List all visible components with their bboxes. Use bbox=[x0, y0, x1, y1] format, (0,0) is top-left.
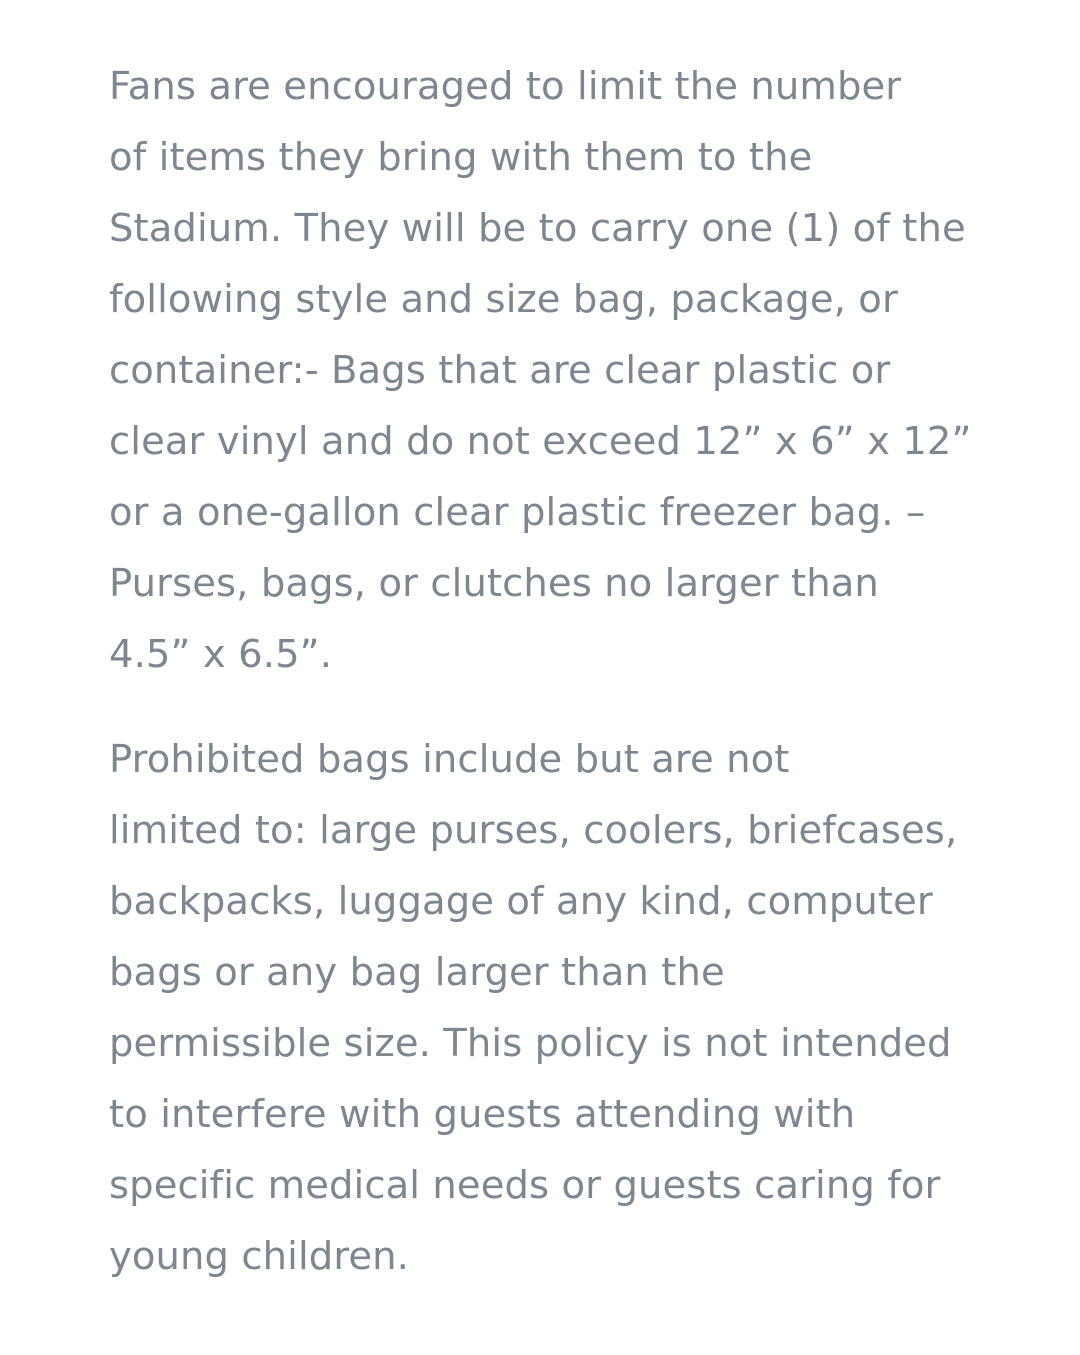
text-line: 4.5” x 6.5”. bbox=[109, 632, 333, 677]
text-line: Purses, bags, or clutches no larger than bbox=[109, 561, 879, 606]
bag-policy-paragraph bbox=[109, 51, 989, 690]
text-line: limited to: large purses, coolers, briefcases, bbox=[109, 808, 958, 853]
text-line: bags or any bag larger than the bbox=[109, 950, 725, 995]
prohibited-bags-paragraph bbox=[109, 724, 989, 1292]
text-line: Stadium. They will be to carry one (1) of the bbox=[109, 206, 966, 251]
article-body bbox=[109, 51, 989, 1292]
text-line: young children. bbox=[109, 1234, 410, 1279]
text-line: or a one-gallon clear plastic freezer bag. – bbox=[109, 490, 926, 535]
text-line: Fans are encouraged to limit the number bbox=[109, 64, 902, 109]
text-line: Prohibited bags include but are not bbox=[109, 737, 790, 782]
text-line: permissible size. This policy is not intended bbox=[109, 1021, 952, 1066]
text-line: container:- Bags that are clear plastic or bbox=[109, 348, 891, 393]
text-line: backpacks, luggage of any kind, computer bbox=[109, 879, 933, 924]
text-line: clear vinyl and do not exceed 12” x 6” x 12” bbox=[109, 419, 972, 464]
text-line: to interfere with guests attending with bbox=[109, 1092, 856, 1137]
text-line: specific medical needs or guests caring for bbox=[109, 1163, 941, 1208]
text-line: of items they bring with them to the bbox=[109, 135, 813, 180]
text-line: following style and size bag, package, or bbox=[109, 277, 898, 322]
